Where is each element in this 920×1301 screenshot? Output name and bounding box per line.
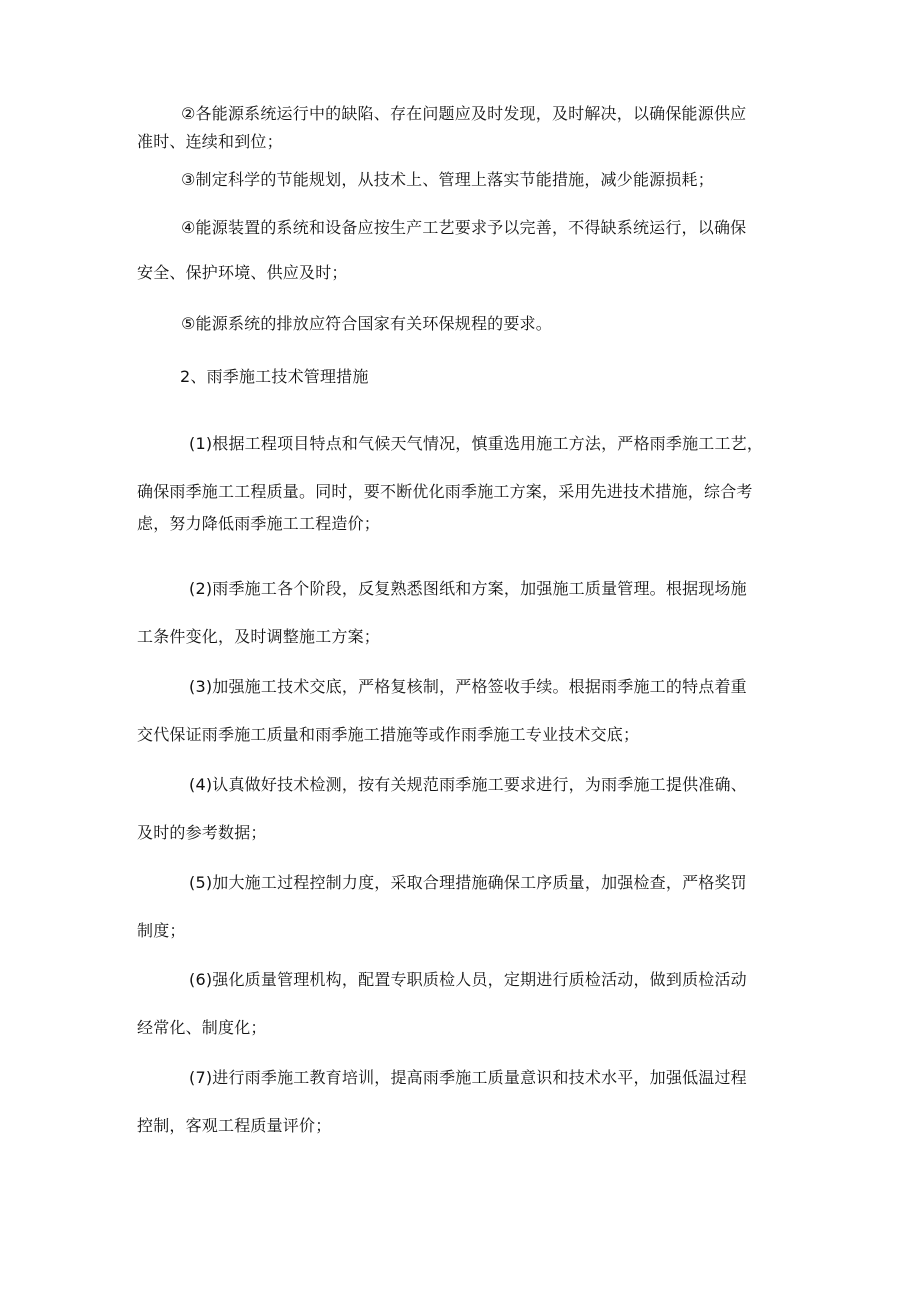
text-line: 交代保证雨季施工质量和雨季施工措施等或作雨季施工专业技术交底； — [137, 725, 640, 744]
paragraph-item-3 — [137, 679, 787, 743]
paragraph-energy-defects — [137, 106, 787, 150]
section-heading-rainy-season — [137, 369, 787, 385]
text-line: ⑤能源系统的排放应符合国家有关环保规程的要求。 — [181, 314, 552, 333]
text-line: 制度； — [137, 921, 186, 940]
text-line: (2)雨季施工各个阶段，反复熟悉图纸和方案，加强施工质量管理。根据现场施 — [189, 579, 747, 598]
text-line: (7)进行雨季施工教育培训，提高雨季施工质量意识和技术水平，加强低温过程 — [189, 1068, 747, 1087]
text-line: 控制，客观工程质量评价； — [137, 1116, 332, 1135]
text-line: (6)强化质量管理机构，配置专职质检人员，定期进行质检活动，做到质检活动 — [189, 970, 747, 989]
text-line: (1)根据工程项目特点和气候天气情况，慎重选用施工方法，严格雨季施工工艺， — [189, 434, 764, 453]
text-line: 虑，努力降低雨季施工工程造价； — [137, 514, 381, 533]
paragraph-item-4 — [137, 777, 787, 841]
paragraph-energy-devices — [137, 220, 787, 281]
text-line: ②各能源系统运行中的缺陷、存在问题应及时发现，及时解决，以确保能源供应 — [181, 104, 747, 123]
paragraph-item-7 — [137, 1070, 787, 1134]
text-line: 安全、保护环境、供应及时； — [137, 263, 348, 282]
text-line: (3)加强施工技术交底，严格复核制，严格签收手续。根据雨季施工的特点着重 — [189, 677, 747, 696]
text-line: 工条件变化，及时调整施工方案； — [137, 627, 381, 646]
paragraph-item-6 — [137, 972, 787, 1036]
text-line: 经常化、制度化； — [137, 1018, 267, 1037]
text-line: (4)认真做好技术检测，按有关规范雨季施工要求进行，为雨季施工提供准确、 — [189, 775, 747, 794]
text-line: ④能源装置的系统和设备应按生产工艺要求予以完善，不得缺系统运行，以确保 — [181, 218, 747, 237]
text-line: ③制定科学的节能规划，从技术上、管理上落实节能措施，减少能源损耗； — [181, 170, 714, 189]
text-line: (5)加大施工过程控制力度，采取合理措施确保工序质量，加强检查，严格奖罚 — [189, 873, 747, 892]
paragraph-item-2 — [137, 581, 787, 645]
section-heading: 2、雨季施工技术管理措施 — [180, 367, 369, 386]
text-line: 及时的参考数据； — [137, 823, 267, 842]
text-line: 确保雨季施工工程质量。同时，要不断优化雨季施工方案，采用先进技术措施，综合考 — [137, 482, 753, 501]
paragraph-energy-emission — [137, 316, 787, 332]
paragraph-item-5 — [137, 875, 787, 939]
paragraph-item-1 — [137, 436, 787, 532]
paragraph-energy-planning — [137, 172, 787, 188]
text-line: 准时、连续和到位； — [137, 132, 283, 151]
